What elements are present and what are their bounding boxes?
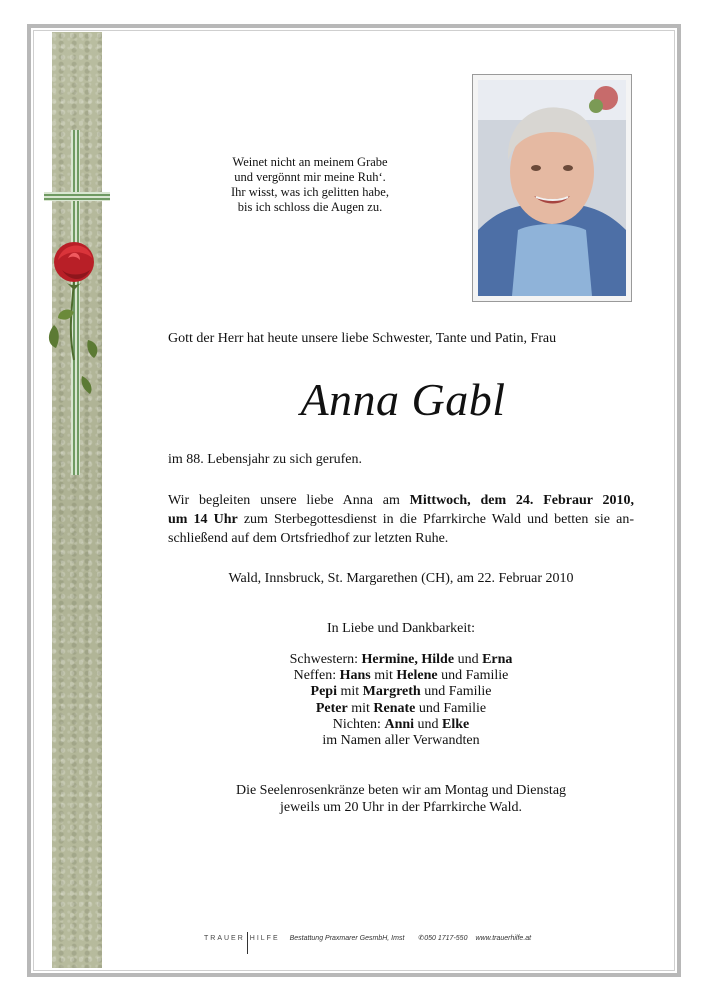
funeral-text: Wir begleiten unsere liebe Anna am xyxy=(168,493,410,508)
thanks-heading: In Liebe und Dankbarkeit: xyxy=(326,621,476,636)
footer-website[interactable]: www.trauerhilfe.at xyxy=(475,934,532,942)
family-row-nephew: Neffen: Hans mit Helene und Familie xyxy=(293,668,509,684)
footer-company: Bestattung Praxmarer GesmbH, Imst xyxy=(289,934,405,942)
family-row-sisters: Schwestern: Hermine, Hilde und Erna xyxy=(289,652,513,667)
quote-line: Weinet nicht an meinem Grabe xyxy=(232,155,388,169)
funeral-notice xyxy=(168,491,634,548)
quote-line: bis ich schloss die Augen zu. xyxy=(237,200,383,214)
family-row-relatives: im Namen aller Verwandten xyxy=(322,733,480,749)
rosary-line: jeweils um 20 Uhr in der Pfarrkirche Wald. xyxy=(280,800,522,815)
funeral-text: schließend auf dem Ortsfriedhof zur letzten Ruhe. xyxy=(168,531,449,546)
quote-block xyxy=(200,155,420,215)
cross-icon xyxy=(44,130,114,475)
deceased-name: Anna Gabl xyxy=(300,374,506,425)
footer xyxy=(204,931,531,945)
trauerhilfe-logo: TRAUER HILFE xyxy=(204,927,280,949)
footer-phone: ✆050 1717-550 xyxy=(418,935,468,942)
place-date: Wald, Innsbruck, St. Margarethen (CH), am 22. Februar 2010 xyxy=(228,571,574,586)
quote-line: Ihr wisst, was ich gelitten habe, xyxy=(231,185,389,199)
rosary-line: Die Seelenrosenkränze beten wir am Montag und Dienstag xyxy=(235,783,567,798)
family-row-nephew: Peter mit Renate und Familie xyxy=(315,700,487,716)
family-list xyxy=(168,652,634,749)
intro-text: Gott der Herr hat heute unsere liebe Schwester, Tante und Patin, Frau xyxy=(168,331,557,346)
quote-line: und vergönnt mir meine Ruh‘. xyxy=(234,170,386,184)
rosary-notice xyxy=(168,782,634,816)
funeral-date: Mittwoch, dem 24. Febraur 2010, xyxy=(409,493,634,508)
portrait-photo xyxy=(472,74,632,302)
funeral-text: zum Sterbegottesdienst in die Pfarrkirche Wald und betten sie an- xyxy=(237,512,634,527)
age-text: im 88. Lebensjahr zu sich gerufen. xyxy=(168,452,362,467)
family-row-nieces: Nichten: Anni und Elke xyxy=(332,716,470,732)
family-row-nephew: Pepi mit Margreth und Familie xyxy=(310,684,492,700)
funeral-time: um 14 Uhr xyxy=(168,512,238,527)
